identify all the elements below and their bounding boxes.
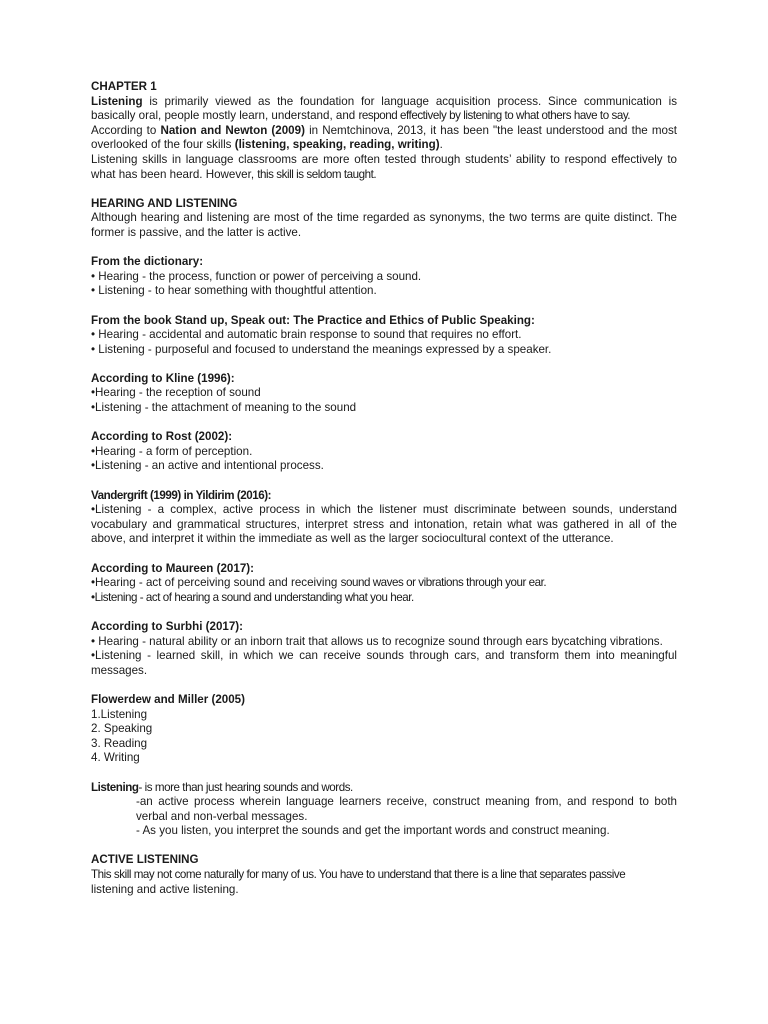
active-listening-section [91, 853, 677, 897]
definition-lead: Listening- is more than just hearing sounds and words. [91, 780, 353, 794]
paragraph: listening and active listening. [91, 882, 239, 896]
subheading: From the book Stand up, Speak out: The Practice and Ethics of Public Speaking: [91, 313, 535, 327]
intro-term: Listening [91, 94, 143, 108]
definition-line: - As you listen, you interpret the sounds and get the important words and construct meaning. [136, 824, 610, 838]
bullet-hearing: •Hearing - a form of perception. [91, 444, 253, 458]
bullet-hearing: • Hearing - accidental and automatic brain response to sound that requires no effort. [91, 328, 522, 342]
subheading: From the dictionary: [91, 255, 204, 269]
bullet-listening: • Listening - purposeful and focused to understand the meanings expressed by a speaker. [91, 342, 552, 356]
bullet-listening: •Listening - act of hearing a sound and understanding what you hear. [91, 590, 414, 604]
rost-section [91, 430, 677, 474]
hearing-listening-section [91, 197, 677, 241]
list-item: 1.Listening [91, 707, 148, 721]
bullet-listening: •Listening - the attachment of meaning to the sound [91, 401, 357, 415]
bullet-hearing: •Hearing - the reception of sound [91, 386, 261, 400]
subheading: Vandergrift (1999) in Yildirim (2016): [91, 488, 272, 502]
citation-nation-newton: Nation and Newton (2009) [160, 123, 305, 137]
tested-paragraph: Listening skills in language classrooms are more often tested through students’ ability to respond effectively to what has been heard. However, this skill is seldom taught. [91, 152, 677, 181]
bullet-listening: •Listening - a complex, active process in which the listener must discriminate between sounds, understand vocabulary and grammatical structures, interpret stress and intonation, retain what was gathered in all of the above, and interpret it within the immediate as well as the larger sociocultural context of the utterance. [91, 503, 677, 546]
definition-line: -an active process wherein language learners receive, construct meaning from, and respond to both verbal and non-verbal messages. [136, 795, 677, 823]
maureen-section [91, 562, 677, 606]
flowerdew-section [91, 693, 677, 766]
listening-definition-section [91, 781, 677, 839]
dictionary-section [91, 255, 677, 299]
subheading: According to Kline (1996): [91, 371, 235, 385]
bullet-hearing: • Hearing - natural ability or an inborn trait that allows us to recognize sound through ears bycatching vibrations. [91, 634, 663, 648]
bullet-listening: •Listening - an active and intentional process. [91, 459, 324, 473]
nation-newton-paragraph: According to Nation and Newton (2009) in Nemtchinova, 2013, it has been "the least understood and the most overlooked of the four skills (listening, speaking, reading, writing). [91, 123, 677, 152]
bullet-listening: •Listening - learned skill, in which we can receive sounds through cars, and transform them into meaningful messages. [91, 649, 677, 677]
chapter-section [91, 80, 677, 182]
four-skills-list: (listening, speaking, reading, writing) [234, 138, 440, 152]
list-item: 4. Writing [91, 751, 140, 765]
bullet-hearing: • Hearing - the process, function or power of perceiving a sound. [91, 269, 422, 283]
bullet-hearing: •Hearing - act of perceiving sound and receiving sound waves or vibrations through your ear. [91, 576, 547, 590]
intro-paragraph: Listening is primarily viewed as the foundation for language acquisition process. Since communication is basically oral, people mostly learn, understand, and respond effectively by listening to what others have to say. [91, 94, 677, 123]
vandergrift-section [91, 489, 677, 547]
chapter-heading: CHAPTER 1 [91, 80, 157, 93]
bullet-listening: • Listening - to hear something with thoughtful attention. [91, 284, 377, 298]
subheading: According to Surbhi (2017): [91, 619, 244, 633]
section-heading: ACTIVE LISTENING [91, 853, 199, 867]
kline-section [91, 372, 677, 416]
list-item: 2. Speaking [91, 722, 153, 736]
paragraph: Although hearing and listening are most of the time regarded as synonyms, the two terms are quite distinct. The former is passive, and the latter is active. [91, 211, 677, 239]
subheading: Flowerdew and Miller (2005) [91, 692, 245, 706]
surbhi-section [91, 620, 677, 678]
subheading: According to Rost (2002): [91, 430, 233, 444]
section-heading: HEARING AND LISTENING [91, 196, 238, 210]
list-item: 3. Reading [91, 736, 148, 750]
subheading: According to Maureen (2017): [91, 561, 254, 575]
paragraph-condensed: This skill may not come naturally for many of us. You have to understand that there is a line that separates passive [91, 868, 626, 882]
stand-up-section [91, 314, 677, 358]
